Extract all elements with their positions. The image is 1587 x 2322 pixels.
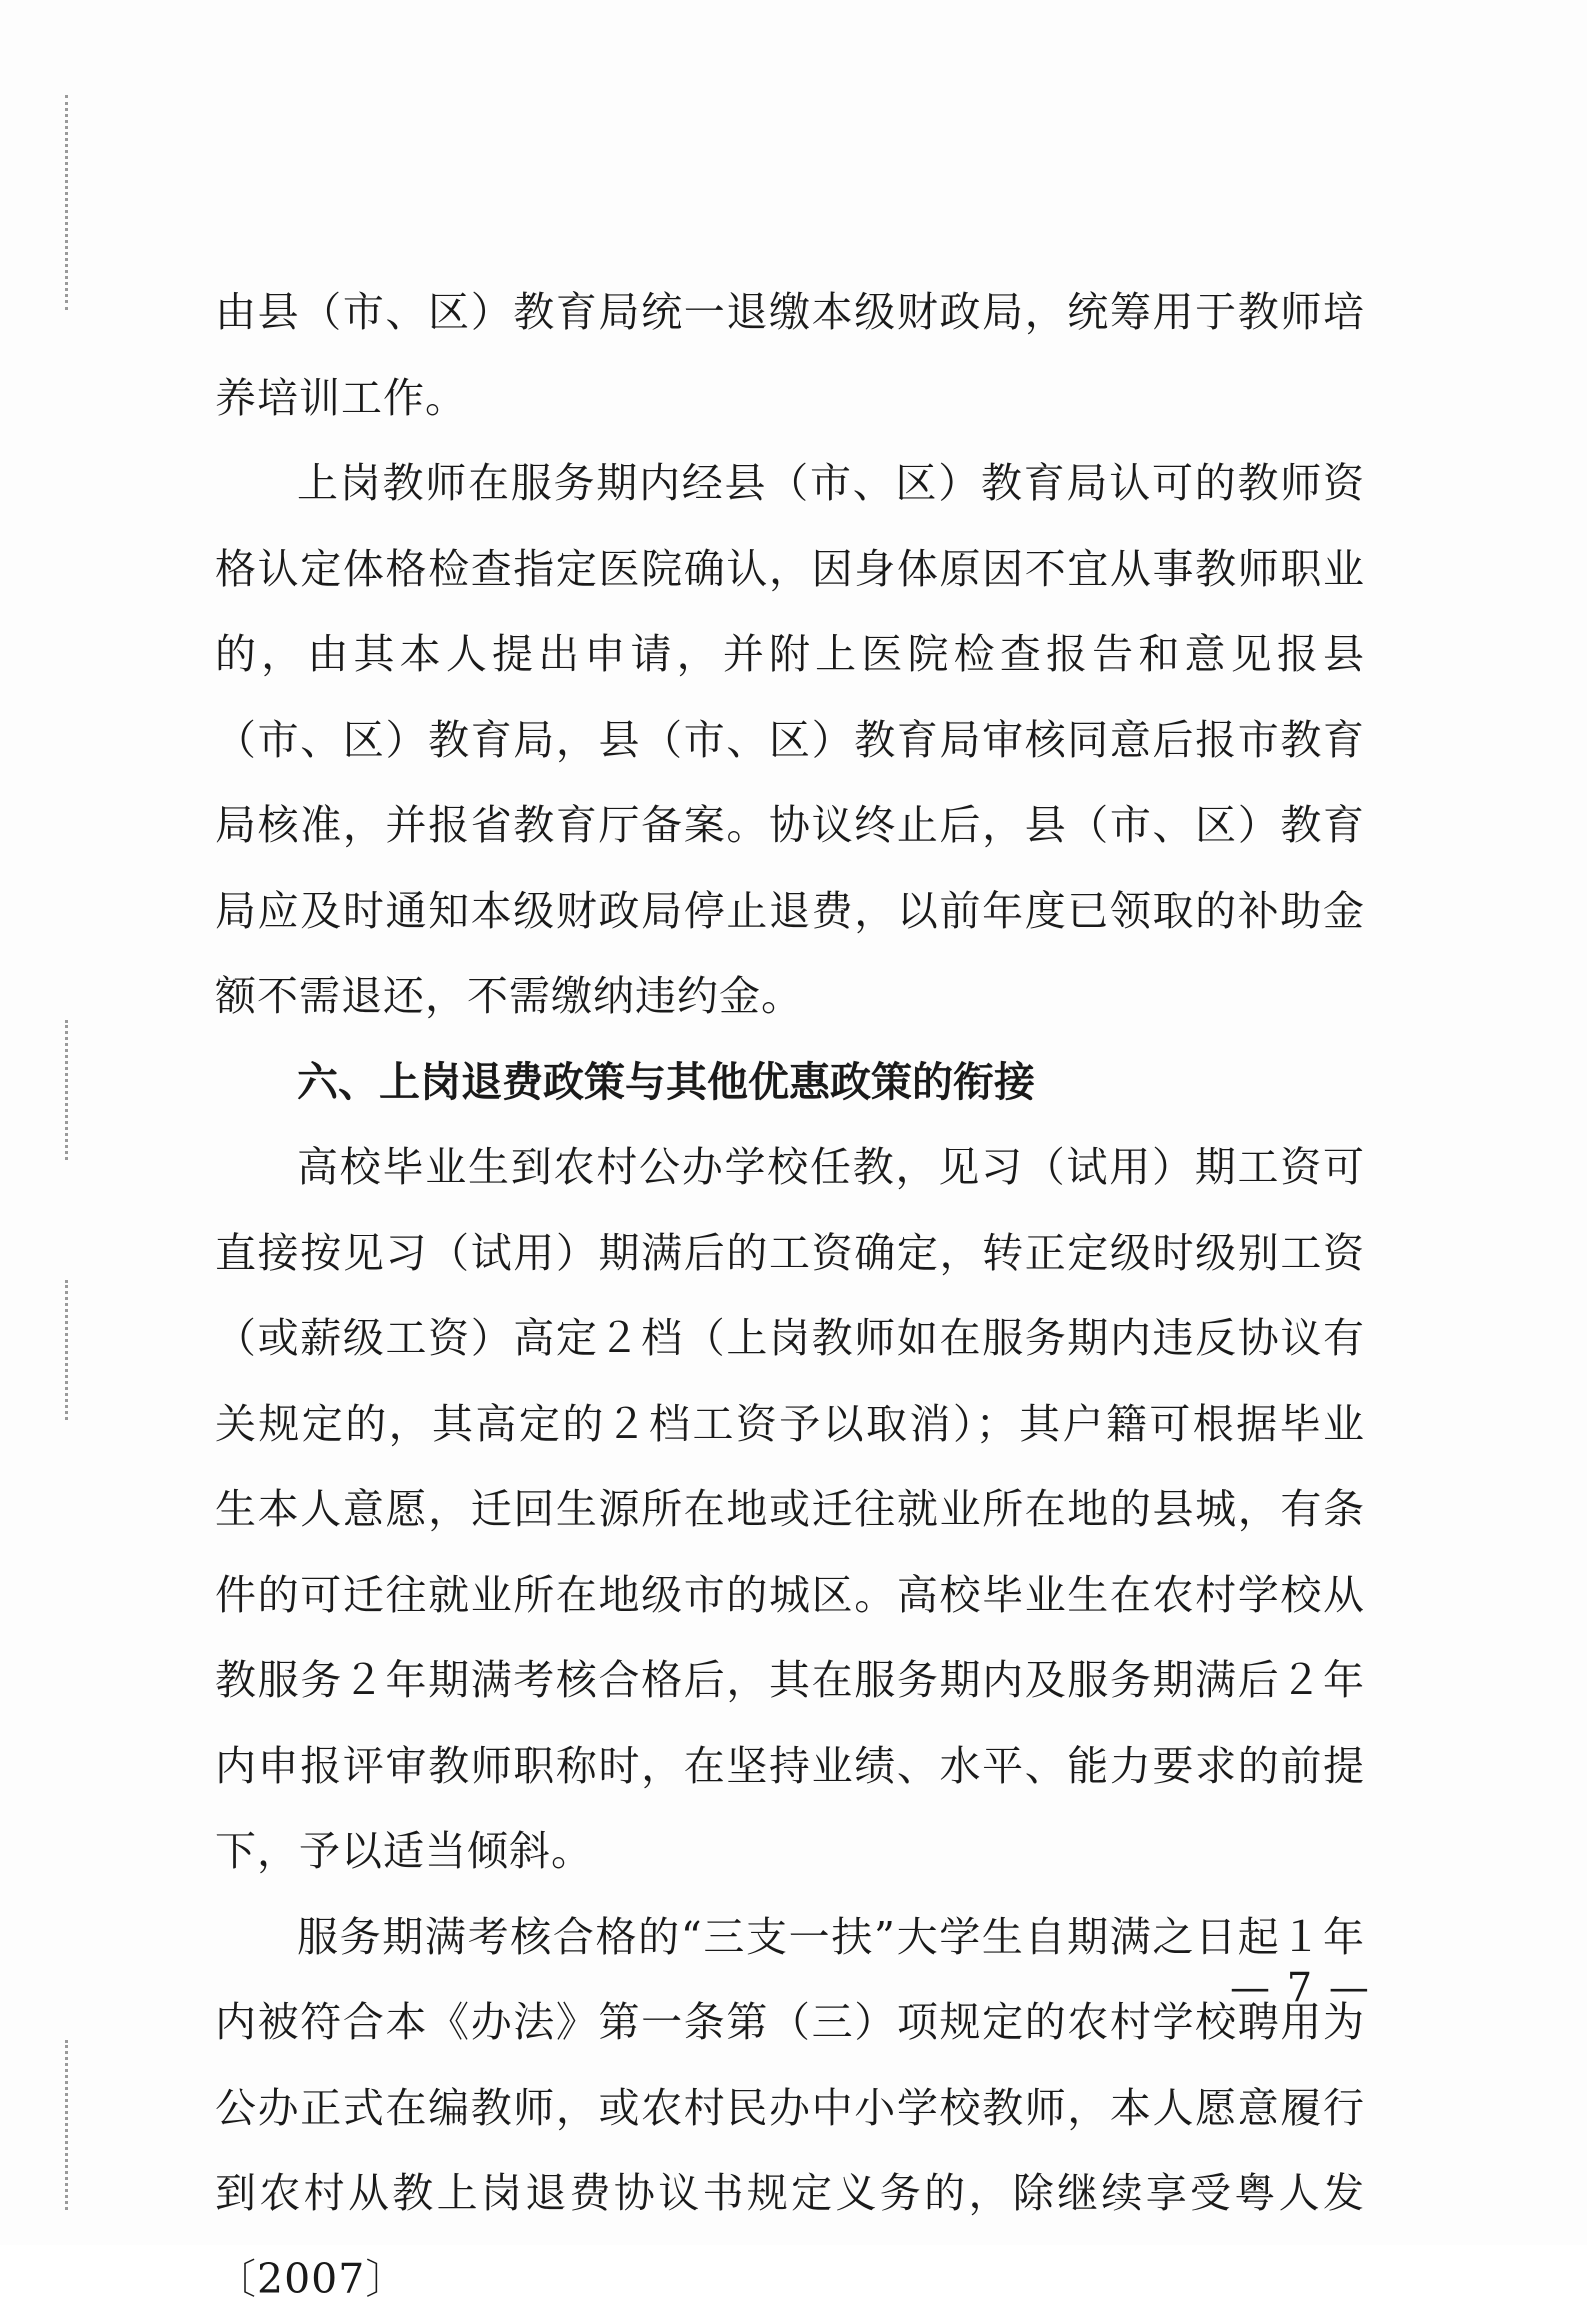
section-heading-six: 六、上岗退费政策与其他优惠政策的衔接	[215, 1040, 1365, 1126]
document-body	[215, 270, 1365, 2322]
paragraph-health-termination: 上岗教师在服务期内经县（市、区）教育局认可的教师资格认定体格检查指定医院确认，因身体原因不宜从事教师职业的，由其本人提出申请，并附上医院检查报告和意见报县（市、区）教育局，县（市、区）教育局审核同意后报市教育局核准，并报省教育厅备案。协议终止后，县（市、区）教育局应及时通知本级财政局停止退费，以前年度已领取的补助金额不需退还，不需缴纳违约金。	[215, 441, 1365, 1040]
paragraph-three-supports: 服务期满考核合格的“三支一扶”大学生自期满之日起１年内被符合本《办法》第一条第（三）项规定的农村学校聘用为公办正式在编教师，或农村民办中小学校教师，本人愿意履行到农村从教上岗退费协议书规定义务的，除继续享受粤人发〔2007〕	[215, 1895, 1365, 2322]
binder-hole-marks	[65, 2040, 72, 2210]
binder-hole-marks	[65, 1020, 72, 1160]
paragraph-graduate-benefits: 高校毕业生到农村公办学校任教，见习（试用）期工资可直接按见习（试用）期满后的工资确定，转正定级时级别工资（或薪级工资）高定２档（上岗教师如在服务期内违反协议有关规定的，其高定的２档工资予以取消）；其户籍可根据毕业生本人意愿，迁回生源所在地或迁往就业所在地的县城，有条件的可迁往就业所在地级市的城区。高校毕业生在农村学校从教服务２年期满考核合格后，其在服务期内及服务期满后２年内申报评审教师职称时，在坚持业绩、水平、能力要求的前提下，予以适当倾斜。	[215, 1125, 1365, 1895]
page-number: — 7 —	[1230, 1965, 1371, 2011]
paragraph-continuation: 由县（市、区）教育局统一退缴本级财政局，统筹用于教师培养培训工作。	[215, 270, 1365, 441]
binder-hole-marks	[65, 1280, 72, 1420]
binder-hole-marks	[65, 95, 72, 310]
